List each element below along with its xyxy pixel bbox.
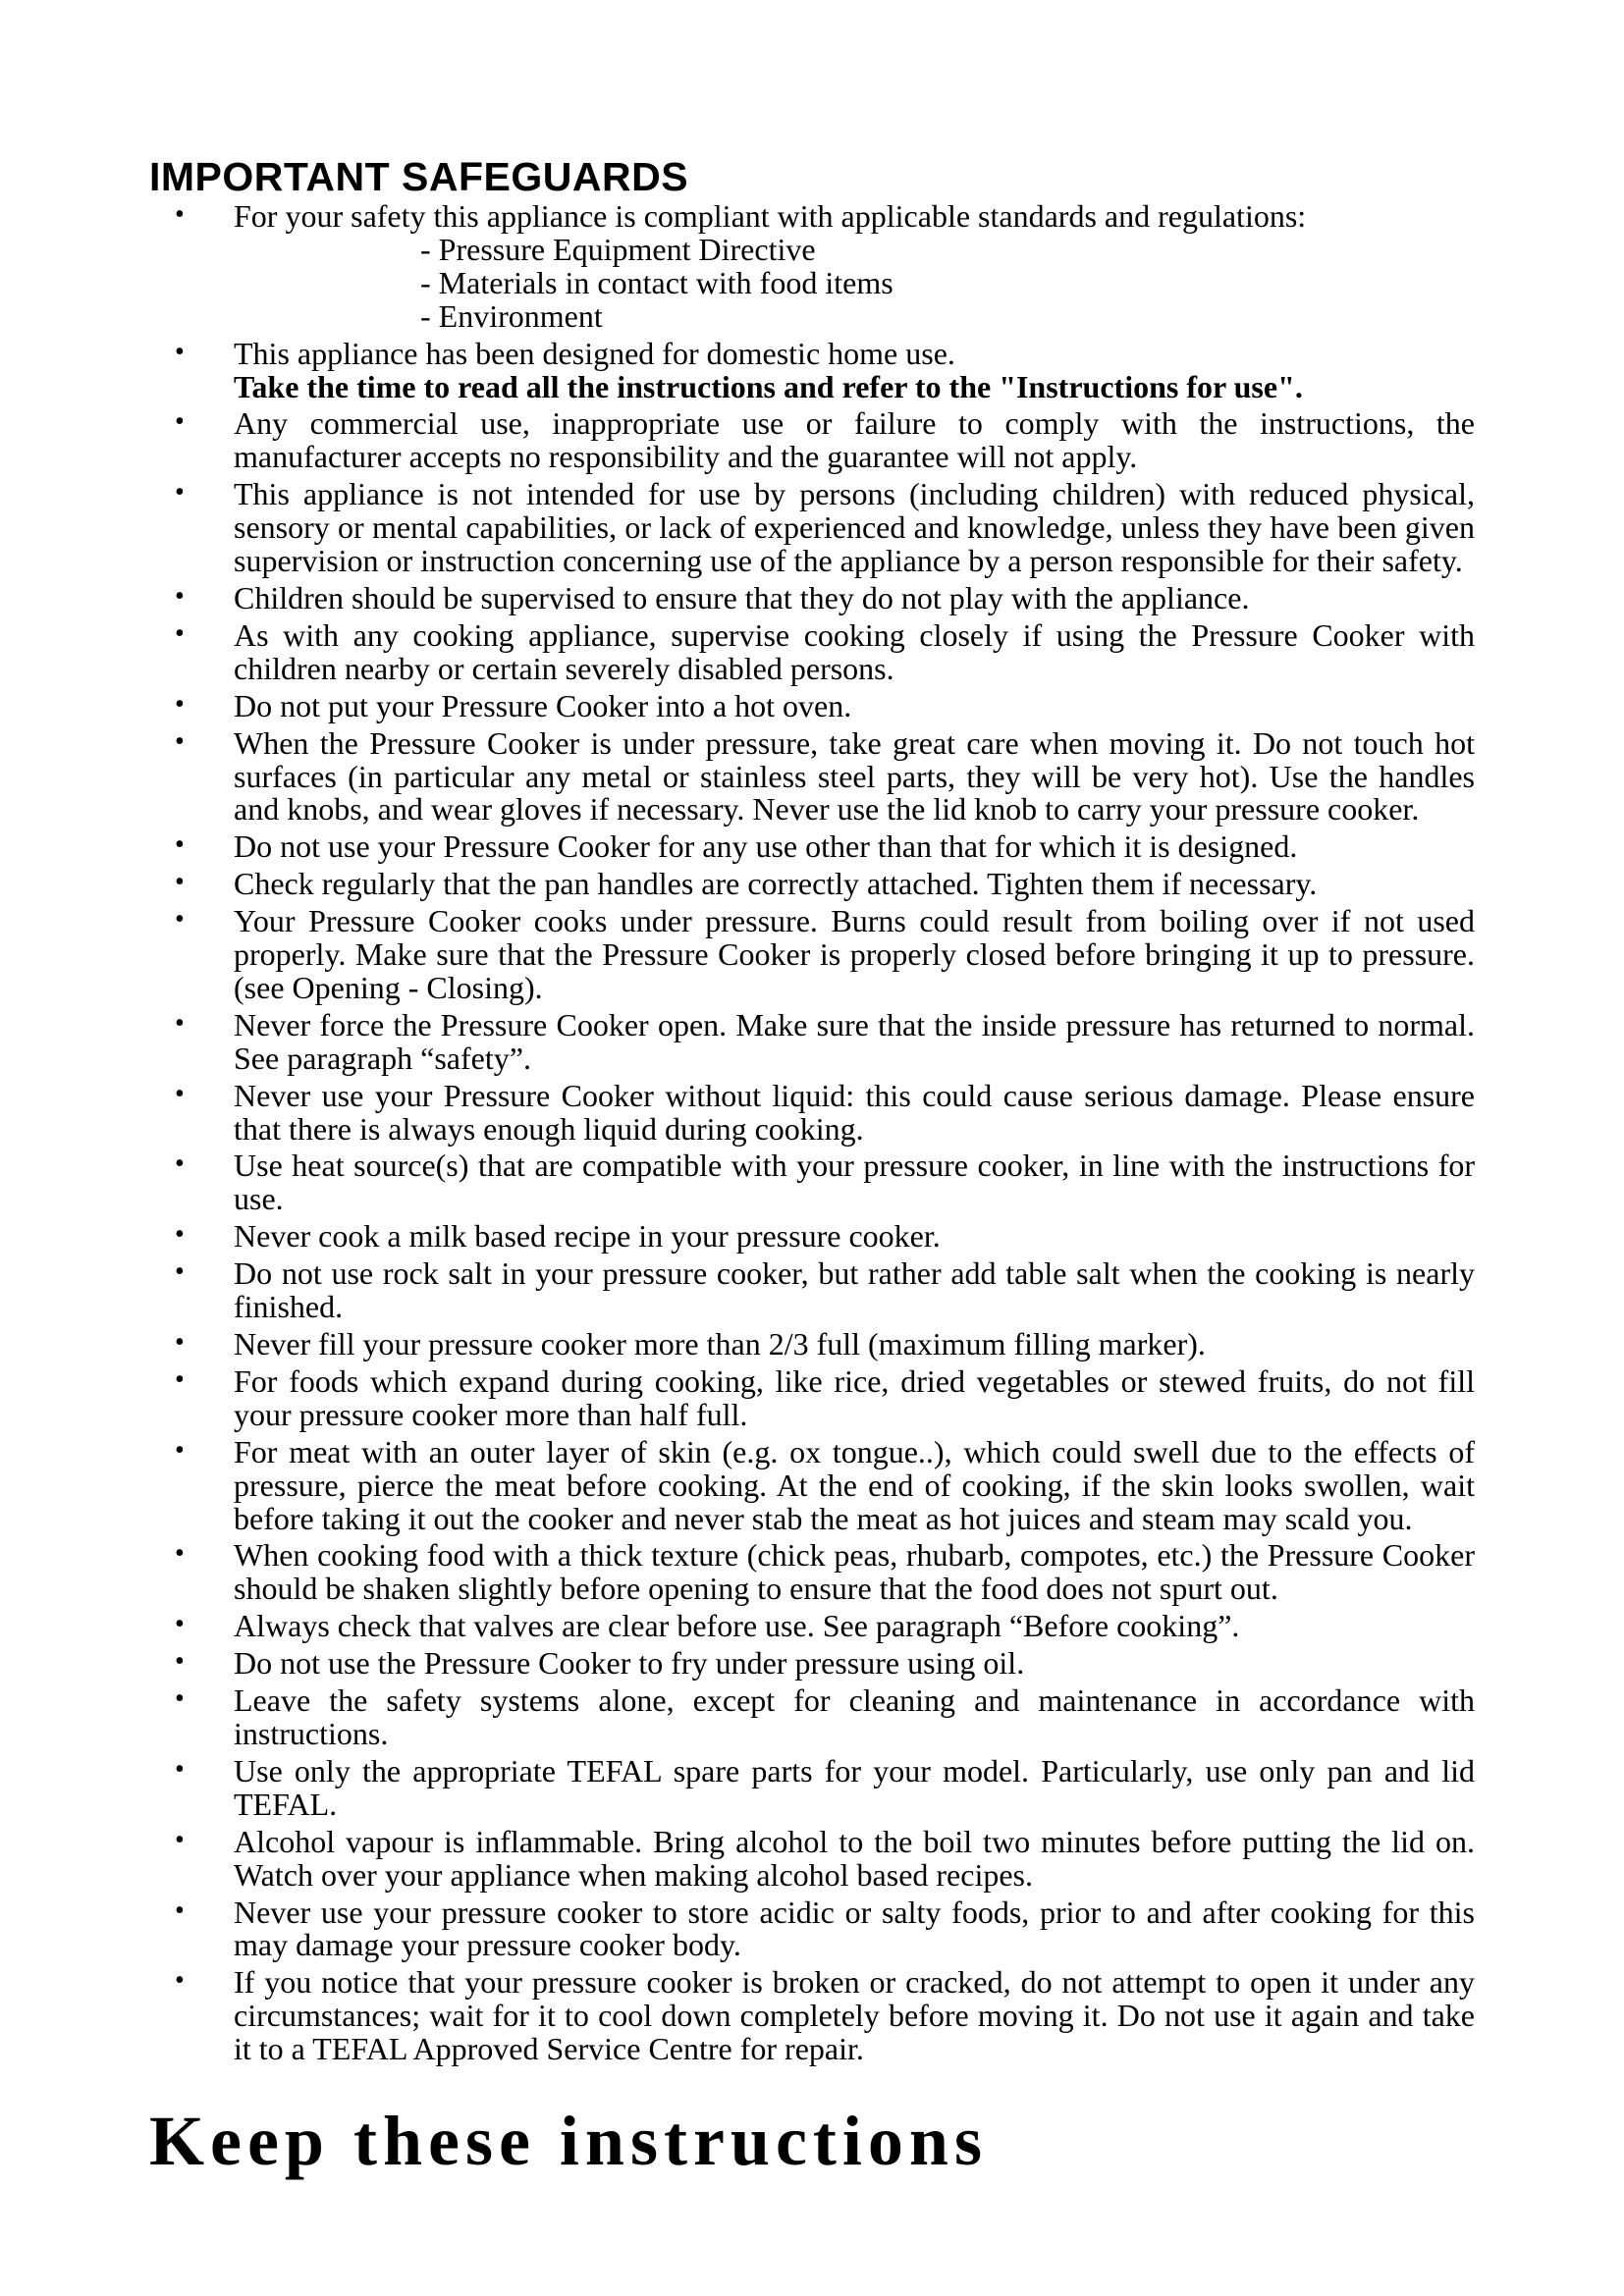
bullet-icon: • xyxy=(175,406,185,438)
bullet-icon: • xyxy=(175,1434,185,1466)
bullet-icon: • xyxy=(175,477,185,508)
bullet-icon: • xyxy=(175,199,185,230)
list-item-text: Any commercial use, inappropriate use or failure to comply with the instructions, the manufacturer accepts no responsibility and the guarantee will not apply. xyxy=(234,405,1475,475)
list-item-text: Use heat source(s) that are compatible with your pressure cooker, in line with the instructions for use. xyxy=(234,1148,1475,1217)
bullet-icon: • xyxy=(175,1609,185,1640)
list-item-text: Do not put your Pressure Cooker into a hot oven. xyxy=(234,687,852,723)
list-item-text: Never fill your pressure cooker more than 2/3 full (maximum filling marker). xyxy=(234,1326,1206,1362)
sub-item: - Pressure Equipment Directive xyxy=(420,231,816,267)
bullet-icon: • xyxy=(175,904,185,935)
list-item xyxy=(149,905,1475,1005)
list-item-text: When cooking food with a thick texture (chick peas, rhubarb, compotes, etc.) the Pressure Cooker should be shaken slightly before opening to ensure that the food does not spurt out. xyxy=(234,1537,1475,1607)
list-item-text: Children should be supervised to ensure that they do not play with the appliance. xyxy=(234,579,1250,615)
bullet-icon: • xyxy=(175,336,185,367)
list-item-text: If you notice that your pressure cooker is broken or cracked, do not attempt to open it under any circumstances; wait for it to cool down completely before moving it. Do not use it again and take it to a TEFAL Approved Service Centre for repair. xyxy=(234,1964,1475,2067)
bullet-icon: • xyxy=(175,1646,185,1678)
list-item xyxy=(149,1006,1475,1076)
list-item xyxy=(149,1539,1475,1606)
list-item xyxy=(149,1684,1475,1751)
bullet-icon: • xyxy=(175,1965,185,1997)
list-item-text: Your Pressure Cooker cooks under pressure. Burns could result from boiling over if not used properly. Make sure that the Pressure Cooker is properly closed before bringing it up to pressure. (see Opening - Closing). xyxy=(234,903,1475,1005)
domestic-text: This appliance has been designed for domestic home use. xyxy=(234,335,955,371)
list-item xyxy=(149,579,1475,615)
bullet-icon: • xyxy=(175,1078,185,1109)
list-item xyxy=(149,1433,1475,1536)
list-item-text: This appliance is not intended for use by persons (including children) with reduced physical, sensory or mental capabilities, or lack of experienced and knowledge, unless they have been given supervision or instruction concerning use of the appliance by a person responsible for their safety. xyxy=(234,476,1475,579)
list-item xyxy=(149,1149,1475,1216)
list-item-text: Alcohol vapour is inflammable. Bring alcohol to the boil two minutes before putting the lid on. Watch over your appliance when making alcohol based recipes. xyxy=(234,1823,1475,1893)
bullet-icon: • xyxy=(175,1895,185,1926)
list-item xyxy=(149,1647,1475,1681)
list-item-text: Check regularly that the pan handles are correctly attached. Tighten them if necessary. xyxy=(234,866,1318,902)
bullet-icon: • xyxy=(175,867,185,898)
list-item xyxy=(149,1610,1475,1643)
list-item xyxy=(149,1752,1475,1822)
list-item-text: When the Pressure Cooker is under pressure, take great care when moving it. Do not touch hot surfaces (in particular any metal or stainless steel parts, they will be very hot). Use the handles and knobs, and wear gloves if necessary. Never use the lid knob to carry your pressure cooker. xyxy=(234,724,1475,828)
bullet-icon: • xyxy=(175,1538,185,1570)
section-heading: IMPORTANT SAFEGUARDS xyxy=(149,154,689,199)
list-item-domestic xyxy=(149,335,1475,404)
list-item xyxy=(149,1823,1475,1893)
list-item xyxy=(149,724,1475,828)
bullet-icon: • xyxy=(175,580,185,612)
safeguards-list xyxy=(149,200,1475,2070)
list-item-intro xyxy=(149,200,1475,334)
list-item-text: Do not use your Pressure Cooker for any use other than that for which it is designed. xyxy=(234,828,1298,865)
bullet-icon: • xyxy=(175,829,185,861)
footer-title: Keep these instructions xyxy=(149,2102,988,2180)
list-item-text: Never use your pressure cooker to store acidic or salty foods, prior to and after cooking for this may damage your pressure cooker body. xyxy=(234,1894,1475,1963)
sub-item: - Environment xyxy=(420,297,603,334)
list-item-text: Never force the Pressure Cooker open. Make sure that the inside pressure has returned to normal. See paragraph “safety”. xyxy=(234,1006,1475,1076)
list-item xyxy=(149,1362,1475,1432)
bullet-icon: • xyxy=(175,725,185,757)
list-item xyxy=(149,1896,1475,1963)
list-item-text: Do not use the Pressure Cooker to fry under pressure using oil. xyxy=(234,1645,1025,1682)
list-item-text: Never cook a milk based recipe in your pressure cooker. xyxy=(234,1218,941,1255)
list-item xyxy=(149,478,1475,578)
list-item xyxy=(149,1328,1475,1362)
bullet-icon: • xyxy=(175,1148,185,1180)
list-item-text: For foods which expand during cooking, like rice, dried vegetables or stewed fruits, do not fill your pressure cooker more than half full. xyxy=(234,1362,1475,1432)
emphasis-text: Take the time to read all the instructions and refer to the "Instructions for use". xyxy=(234,368,1303,404)
bullet-icon: • xyxy=(175,1753,185,1785)
bullet-icon: • xyxy=(175,1363,185,1395)
bullet-icon: • xyxy=(175,1007,185,1039)
list-item-text: For meat with an outer layer of skin (e.g. ox tongue..), which could swell due to the effects of pressure, pierce the meat before cooking. At the end of cooking, if the skin looks swollen, wait before taking it out the cooker and never stab the meat as hot juices and steam may scald you. xyxy=(234,1433,1475,1536)
list-item-text: As with any cooking appliance, supervise cooking closely if using the Pressure Cooker with children nearby or certain severely disabled persons. xyxy=(234,616,1475,686)
sub-item: - Materials in contact with food items xyxy=(420,264,893,300)
bullet-icon: • xyxy=(175,1219,185,1251)
bullet-icon: • xyxy=(175,617,185,649)
list-item xyxy=(149,830,1475,864)
bullet-icon: • xyxy=(175,1683,185,1715)
list-item-text: Never use your Pressure Cooker without liquid: this could cause serious damage. Please ensure that there is always enough liquid during cooking. xyxy=(234,1077,1475,1147)
list-item xyxy=(149,1966,1475,2066)
bullet-icon: • xyxy=(175,1327,185,1358)
list-item xyxy=(149,407,1475,474)
list-item xyxy=(149,1220,1475,1254)
list-item xyxy=(149,687,1475,723)
bullet-icon: • xyxy=(175,1824,185,1855)
list-item-text: Do not use rock salt in your pressure cooker, but rather add table salt when the cooking is nearly finished. xyxy=(234,1255,1475,1325)
list-item xyxy=(149,616,1475,686)
list-item xyxy=(149,1257,1475,1324)
list-item-text: Leave the safety systems alone, except for cleaning and maintenance in accordance with instructions. xyxy=(234,1682,1475,1751)
bullet-icon: • xyxy=(175,688,185,720)
bullet-icon: • xyxy=(175,1256,185,1288)
list-item xyxy=(149,868,1475,901)
list-item-text: Always check that valves are clear before use. See paragraph “Before cooking”. xyxy=(234,1608,1240,1644)
intro-text: For your safety this appliance is compliant with applicable standards and regulations: xyxy=(234,198,1307,234)
list-item xyxy=(149,1077,1475,1147)
list-item-text: Use only the appropriate TEFAL spare parts for your model. Particularly, use only pan and lid TEFAL. xyxy=(234,1752,1475,1822)
